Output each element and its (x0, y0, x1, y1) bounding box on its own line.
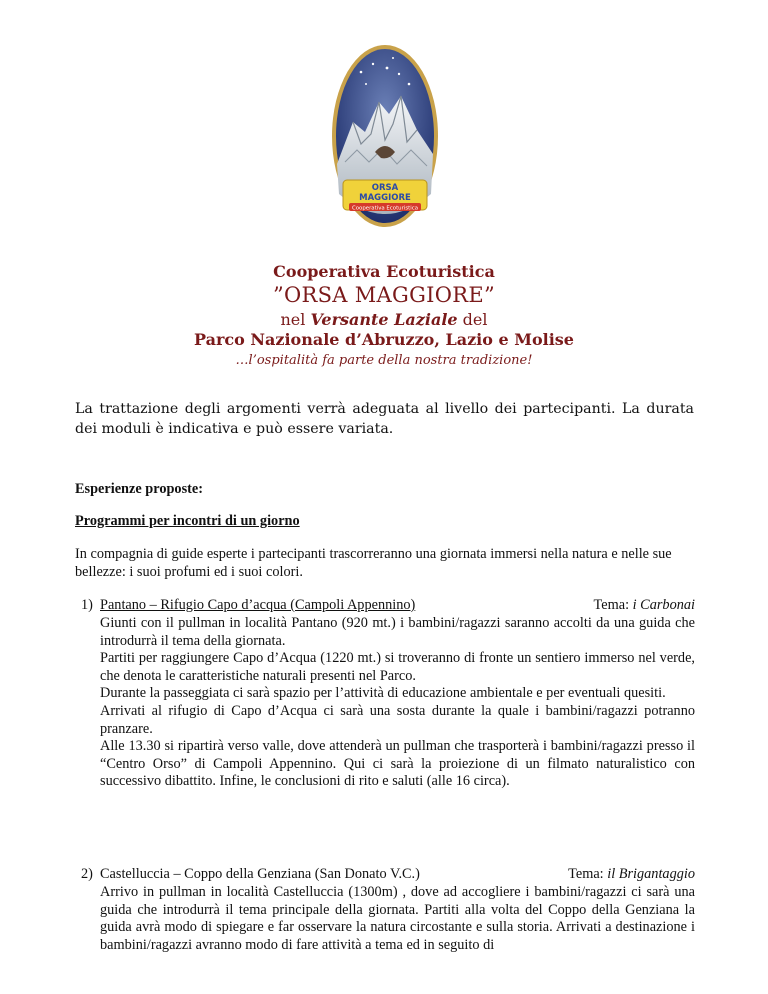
tagline: …l’ospitalità fa parte della nostra tradizione! (235, 353, 533, 368)
program-item-header (75, 597, 695, 615)
orsa-maggiore-logo (331, 44, 439, 228)
program-item (75, 866, 695, 954)
item-description (100, 884, 695, 954)
program-item-header (75, 866, 695, 884)
item-paragraph: Durante la passeggiata ci sarà spazio per l’attività di educazione ambientale e per eventuali quesiti. (100, 685, 666, 702)
logo-emblem (331, 44, 439, 228)
item-description (100, 615, 695, 791)
item-number: 1) (81, 597, 93, 613)
item-paragraph: Alle 13.30 si ripartirà verso valle, dove attenderà un pullman che trasporterà i bambini/ragazzi presso il “Centro Orso” di Campoli Appennino. Qui ci sarà la proiezione di un filmato naturalistico con successivo dibattito. Infine, le conclusioni di rito e saluti (alle 16 circa). (100, 738, 695, 790)
tema-label: Tema: (568, 866, 608, 882)
org-type: Cooperativa Ecoturistica (273, 262, 495, 281)
logo-text-maggiore: MAGGIORE (359, 193, 411, 203)
logo-text-orsa: ORSA (371, 183, 399, 193)
intro-paragraph: La trattazione degli argomenti verrà adeguata al livello dei partecipanti. La durata dei moduli è indicativa e può essere variata. (75, 401, 694, 437)
section-paragraph: In compagnia di guide esperte i partecipanti trascorreranno una giornata immersi nella natura e nelle sue bellezze: i suoi profumi ed i suoi colori. (75, 546, 672, 580)
section-heading: Esperienze proposte: (75, 481, 203, 497)
organization-header (0, 262, 768, 370)
section-subheading: Programmi per incontri di un giorno (75, 513, 300, 529)
logo-ribbon-text: Cooperativa Ecoturistica (351, 205, 419, 212)
item-tema (594, 597, 695, 615)
tema-value: il Brigantaggio (607, 866, 695, 882)
org-location-line (0, 310, 768, 330)
item-paragraph: Partiti per raggiungere Capo d’Acqua (1220 mt.) si troveranno di fronte un sentiero immerso nel verde, che denota le caratteristiche naturali presenti nel Parco. (100, 650, 695, 684)
item-title: Pantano – Rifugio Capo d’acqua (Campoli Appennino) (100, 597, 416, 613)
tema-label: Tema: (593, 597, 633, 613)
park-name: Parco Nazionale d’Abruzzo, Lazio e Molise (194, 330, 574, 349)
item-paragraph: Arrivati al rifugio di Capo d’Acqua ci sarà una sosta durante la quale i bambini/ragazzi potranno pranzare. (100, 702, 695, 737)
org-location-italic: Versante Laziale (310, 310, 458, 329)
item-title: Castelluccia – Coppo della Genziana (San Donato V.C.) (100, 866, 420, 882)
item-number: 2) (81, 866, 93, 882)
item-tema (568, 866, 695, 884)
org-location-pre: nel (280, 310, 311, 329)
tema-value: i Carbonai (632, 597, 695, 613)
item-paragraph: Arrivo in pullman in località Castelluccia (1300m) , dove ad accogliere i bambini/ragazzi ci sarà una guida che introdurrà il tema principale della giornata. Partiti alla volta del Coppo della Genziana la guida avrà modo di spiegare e far osservare la natura circostante e sulla storia. Arrivati a destinazione i bambini/ragazzi avranno modo di fare attività a tema ed in seguito di (100, 884, 695, 953)
item-paragraph: Giunti con il pullman in località Pantano (920 mt.) i bambini/ragazzi saranno accolti da una guida che introdurrà il tema della giornata. (100, 615, 695, 649)
org-location-post: del (457, 310, 488, 329)
org-name: ”ORSA MAGGIORE” (272, 283, 496, 307)
program-item (75, 597, 695, 791)
